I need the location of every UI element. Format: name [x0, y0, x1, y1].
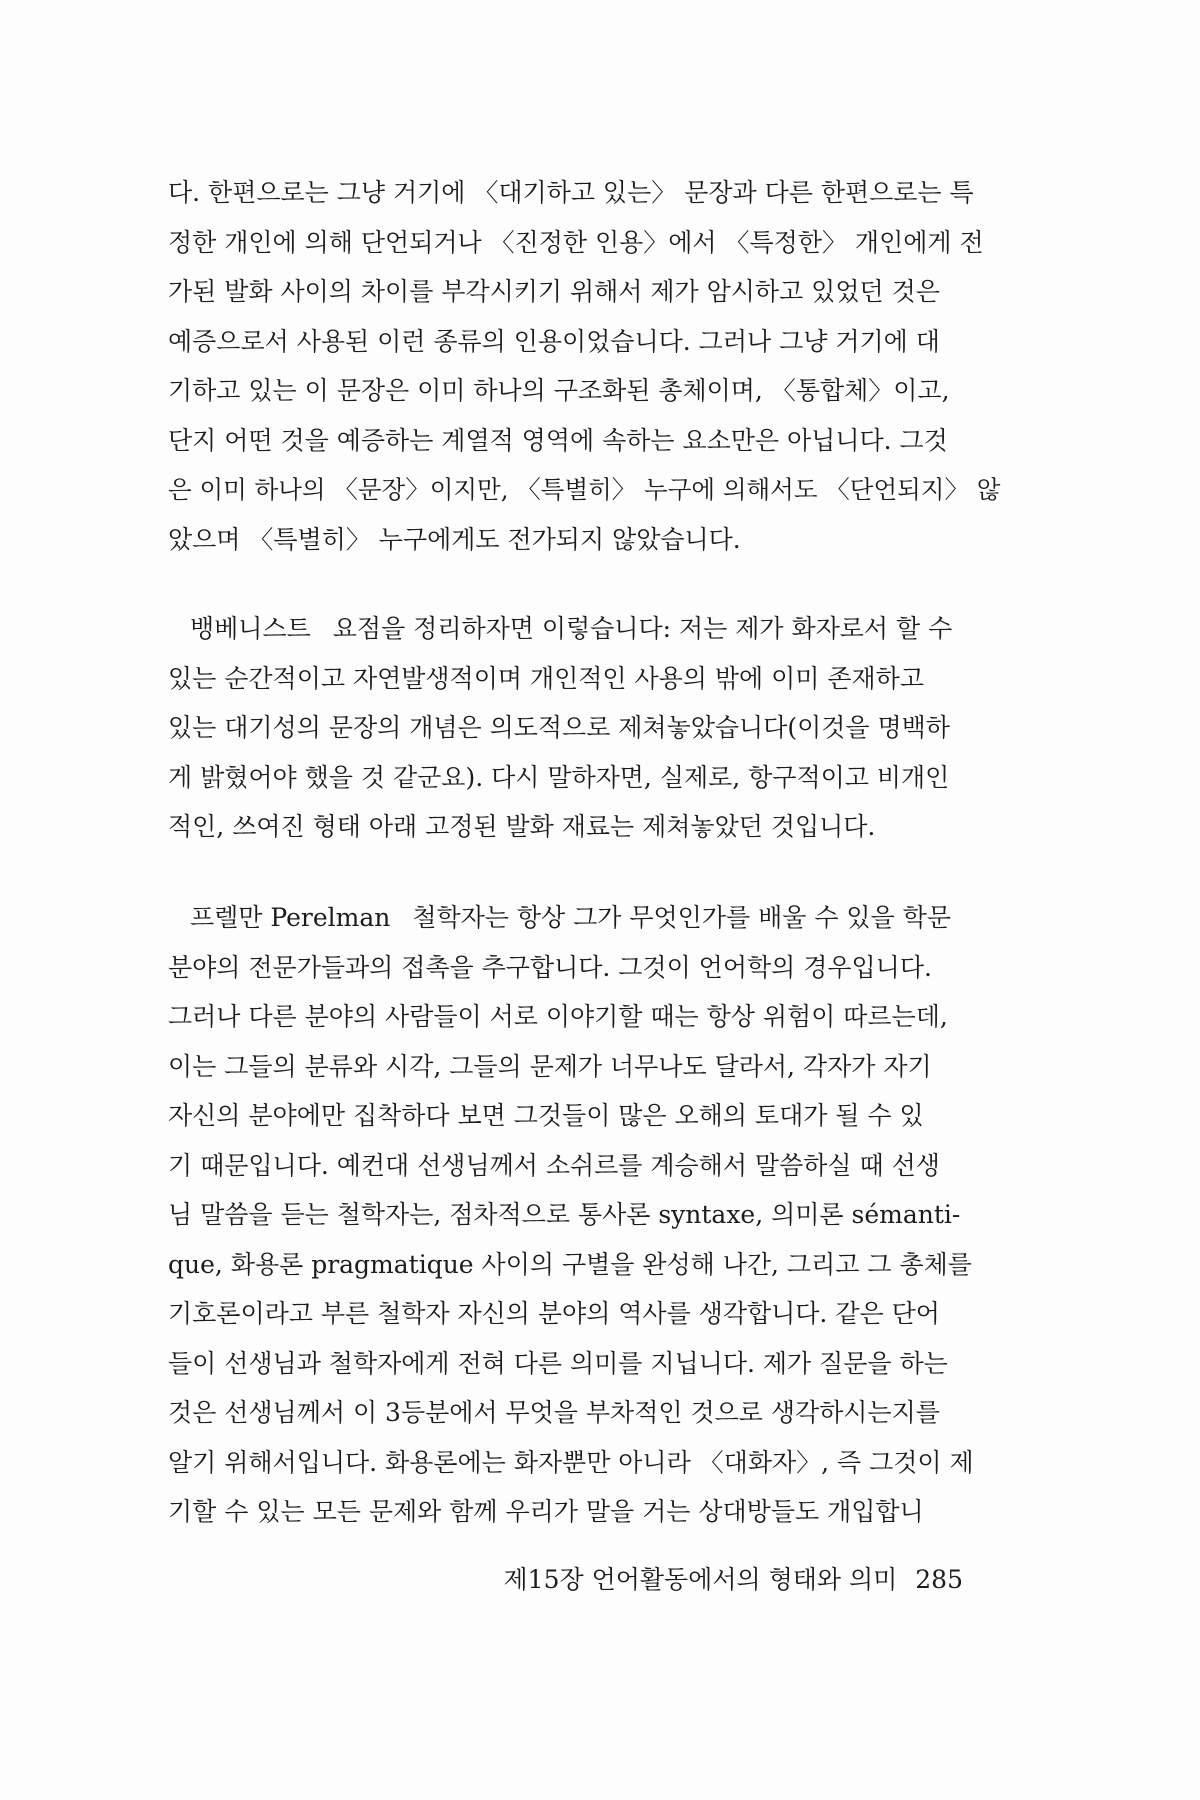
text-line: 은 이미 하나의 〈문장〉이지만, 〈특별히〉 누구에 의해서도 〈단언되지〉 않	[168, 475, 1001, 504]
text-line: 게 밝혔어야 했을 것 같군요). 다시 말하자면, 실제로, 항구적이고 비개인	[168, 762, 950, 792]
text-line: 그러나 다른 분야의 사람들이 서로 이야기할 때는 항상 위험이 따르는데,	[168, 1002, 948, 1031]
text-segment: 요점을 정리하자면 이렇습니다: 저는 제가 화자로서 할 수	[332, 614, 953, 643]
text-line: 예증으로서 사용된 이런 종류의 인용이었습니다. 그러나 그냥 거기에 대	[168, 326, 940, 356]
speaker-name: 뱅베니스트	[190, 614, 311, 643]
page-number: 285	[915, 1565, 963, 1594]
text-line: 있는 순간적이고 자연발생적이며 개인적인 사용의 밖에 이미 존재하고	[168, 663, 924, 693]
text-line: 것은 선생님께서 이 3등분에서 무엇을 부차적인 것으로 생각하시는지를	[168, 1398, 940, 1427]
page-footer	[504, 1560, 963, 1600]
text-line: 자신의 분야에만 집착하다 보면 그것들이 많은 오해의 토대가 될 수 있	[168, 1101, 924, 1130]
text-line: 기호론이라고 부른 철학자 자신의 분야의 역사를 생각합니다. 같은 단어	[168, 1299, 940, 1328]
paragraph-benveniste	[168, 604, 1003, 852]
text-line: 분야의 전문가들과의 접촉을 추구합니다. 그것이 언어학의 경우입니다.	[168, 952, 932, 982]
text-line: 기하고 있는 이 문장은 이미 하나의 구조화된 총체이며, 〈통합체〉이고,	[168, 376, 950, 405]
text-line: 님 말씀을 듣는 철학자는, 점차적으로 통사론 syntaxe, 의미론 sémanti-	[168, 1200, 961, 1229]
text-line: 있는 대기성의 문장의 개념은 의도적으로 제쳐놓았습니다(이것을 명백하	[168, 713, 950, 742]
text-line: 이는 그들의 분류와 시각, 그들의 문제가 너무나도 달라서, 각자가 자기	[168, 1051, 932, 1081]
text-line: 았으며 〈특별히〉 누구에게도 전가되지 않았습니다.	[168, 524, 741, 554]
paragraph-perelman	[168, 893, 1003, 1537]
text-segment: 철학자는 항상 그가 무엇인가를 배울 수 있을 학문	[412, 903, 951, 932]
text-line: 단지 어떤 것을 예증하는 계열적 영역에 속하는 요소만은 아닙니다. 그것	[168, 425, 948, 455]
text-line: 가된 발화 사이의 차이를 부각시키기 위해서 제가 암시하고 있었던 것은	[168, 277, 940, 306]
text-line: 기할 수 있는 모든 문제와 함께 우리가 말을 거는 상대방들도 개입합니	[168, 1497, 924, 1526]
text-line	[168, 604, 1003, 654]
paragraph-continuation	[168, 168, 1003, 564]
text-line: 알기 위해서입니다. 화용론에는 화자뿐만 아니라 〈대화자〉, 즉 그것이 제	[168, 1447, 974, 1477]
text-line: 정한 개인에 의해 단언되거나 〈진정한 인용〉에서 〈특정한〉 개인에게 전	[168, 227, 984, 257]
text-line	[168, 893, 1003, 943]
text-line: 기 때문입니다. 예컨대 선생님께서 소쉬르를 계승해서 말씀하실 때 선생	[168, 1150, 940, 1180]
running-chapter-title: 제15장 언어활동에서의 형태와 의미	[503, 1565, 898, 1594]
text-line: 적인, 쓰여진 형태 아래 고정된 발화 재료는 제쳐놓았던 것입니다.	[168, 812, 876, 841]
text-line: 다. 한편으로는 그냥 거기에 〈대기하고 있는〉 문장과 다른 한편으로는 특	[168, 178, 974, 207]
text-line: que, 화용론 pragmatique 사이의 구별을 완성해 나간, 그리고 그 총체를	[168, 1249, 972, 1279]
speaker-name: 프렐만 Perelman	[190, 903, 391, 932]
text-line: 들이 선생님과 철학자에게 전혀 다른 의미를 지닙니다. 제가 질문을 하는	[168, 1348, 948, 1378]
